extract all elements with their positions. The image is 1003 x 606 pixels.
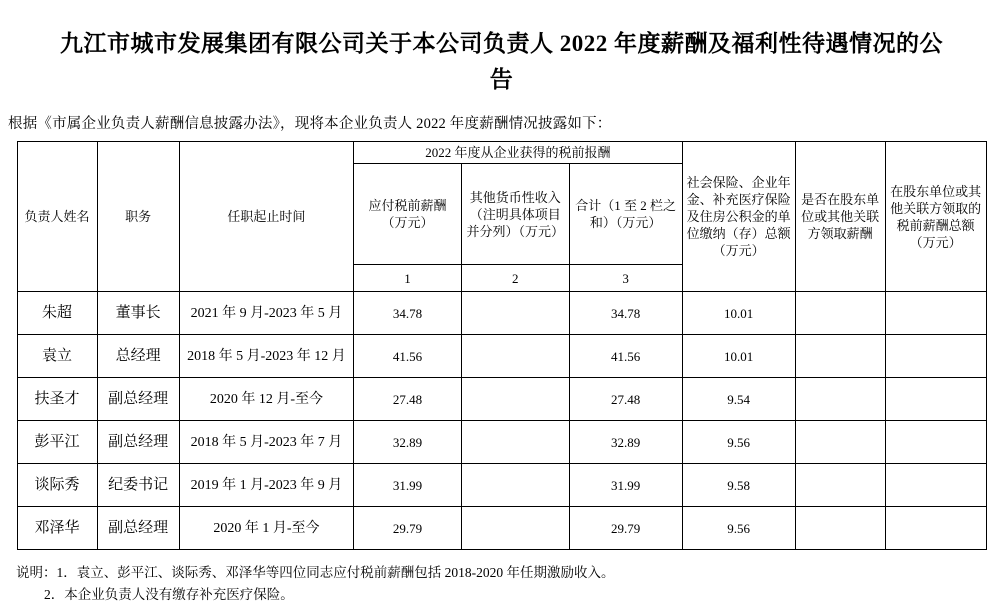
cell-other-monetary — [461, 378, 569, 421]
header-taxable-salary: 应付税前薪酬（万元） — [354, 164, 462, 265]
cell-other-monetary — [461, 421, 569, 464]
table-row — [17, 292, 986, 335]
cell-shareholder-pay-flag — [795, 378, 885, 421]
cell-other-monetary — [461, 335, 569, 378]
cell-shareholder-pay-flag — [795, 464, 885, 507]
cell-name: 袁立 — [17, 335, 97, 378]
cell-shareholder-pay-flag — [795, 292, 885, 335]
cell-period: 2021 年 9 月-2023 年 5 月 — [179, 292, 353, 335]
header-name: 负责人姓名 — [17, 142, 97, 292]
header-column-number-2: 2 — [461, 265, 569, 292]
document-page — [0, 26, 1003, 604]
cell-social-insurance: 10.01 — [682, 292, 795, 335]
cell-total: 27.48 — [569, 378, 682, 421]
cell-post: 纪委书记 — [97, 464, 179, 507]
cell-total: 32.89 — [569, 421, 682, 464]
cell-total: 41.56 — [569, 335, 682, 378]
header-period: 任职起止时间 — [179, 142, 353, 292]
cell-shareholder-pay-amount — [885, 292, 986, 335]
cell-other-monetary — [461, 464, 569, 507]
cell-taxable-salary: 31.99 — [354, 464, 462, 507]
cell-social-insurance: 9.56 — [682, 507, 795, 550]
note-line-1 — [16, 562, 1003, 584]
header-post: 职务 — [97, 142, 179, 292]
cell-total: 29.79 — [569, 507, 682, 550]
cell-taxable-salary: 41.56 — [354, 335, 462, 378]
compensation-table — [17, 141, 987, 550]
notes-label: 说明： — [16, 565, 57, 580]
cell-name: 邓泽华 — [17, 507, 97, 550]
table-body — [17, 292, 986, 550]
note-item-1: 1．袁立、彭平江、谈际秀、邓泽华等四位同志应付税前薪酬包括 2018-2020 年任期激励收入。 — [56, 565, 615, 580]
intro-paragraph: 根据《市属企业负责人薪酬信息披露办法》，现将本企业负责人 2022 年度薪酬情况披露如下： — [8, 116, 612, 132]
cell-other-monetary — [461, 292, 569, 335]
header-shareholder-pay-amount: 在股东单位或其他关联方领取的税前薪酬总额（万元） — [885, 142, 986, 292]
cell-name: 朱超 — [17, 292, 97, 335]
header-column-number-1: 1 — [354, 265, 462, 292]
cell-shareholder-pay-flag — [795, 507, 885, 550]
header-total: 合计（1 至 2 栏之和）（万元） — [569, 164, 682, 265]
cell-other-monetary — [461, 507, 569, 550]
header-other-monetary: 其他货币性收入（注明具体项目并分列）（万元） — [461, 164, 569, 265]
header-social-insurance: 社会保险、企业年金、补充医疗保险及住房公积金的单位缴纳（存）总额（万元） — [682, 142, 795, 292]
cell-social-insurance: 9.58 — [682, 464, 795, 507]
cell-name: 彭平江 — [17, 421, 97, 464]
table-row — [17, 421, 986, 464]
cell-taxable-salary: 34.78 — [354, 292, 462, 335]
cell-shareholder-pay-flag — [795, 335, 885, 378]
header-group-pretax: 2022 年度从企业获得的税前报酬 — [354, 142, 682, 164]
cell-name: 谈际秀 — [17, 464, 97, 507]
cell-post: 副总经理 — [97, 378, 179, 421]
cell-name: 扶圣才 — [17, 378, 97, 421]
cell-period: 2018 年 5 月-2023 年 12 月 — [179, 335, 353, 378]
cell-shareholder-pay-amount — [885, 378, 986, 421]
cell-social-insurance: 9.54 — [682, 378, 795, 421]
cell-social-insurance: 10.01 — [682, 335, 795, 378]
page-title: 九江市城市发展集团有限公司关于本公司负责人 2022 年度薪酬及福利性待遇情况的公告 — [60, 31, 943, 92]
cell-social-insurance: 9.56 — [682, 421, 795, 464]
cell-total: 34.78 — [569, 292, 682, 335]
table-row — [17, 335, 986, 378]
cell-post: 总经理 — [97, 335, 179, 378]
table-row — [17, 507, 986, 550]
cell-shareholder-pay-amount — [885, 507, 986, 550]
note-item-2: 2．本企业负责人没有缴存补充医疗保险。 — [44, 587, 294, 602]
note-line-2 — [16, 584, 1003, 606]
cell-taxable-salary: 29.79 — [354, 507, 462, 550]
cell-taxable-salary: 27.48 — [354, 378, 462, 421]
cell-post: 副总经理 — [97, 421, 179, 464]
cell-post: 副总经理 — [97, 507, 179, 550]
cell-period: 2020 年 1 月-至今 — [179, 507, 353, 550]
cell-shareholder-pay-amount — [885, 421, 986, 464]
cell-taxable-salary: 32.89 — [354, 421, 462, 464]
header-shareholder-pay-flag: 是否在股东单位或其他关联方领取薪酬 — [795, 142, 885, 292]
cell-shareholder-pay-amount — [885, 464, 986, 507]
notes-section — [16, 562, 1003, 606]
header-column-number-3: 3 — [569, 265, 682, 292]
cell-shareholder-pay-amount — [885, 335, 986, 378]
table-row — [17, 464, 986, 507]
cell-post: 董事长 — [97, 292, 179, 335]
cell-period: 2018 年 5 月-2023 年 7 月 — [179, 421, 353, 464]
table-row — [17, 378, 986, 421]
cell-shareholder-pay-flag — [795, 421, 885, 464]
cell-period: 2019 年 1 月-2023 年 9 月 — [179, 464, 353, 507]
table-header-row-1 — [17, 142, 986, 164]
cell-period: 2020 年 12 月-至今 — [179, 378, 353, 421]
cell-total: 31.99 — [569, 464, 682, 507]
